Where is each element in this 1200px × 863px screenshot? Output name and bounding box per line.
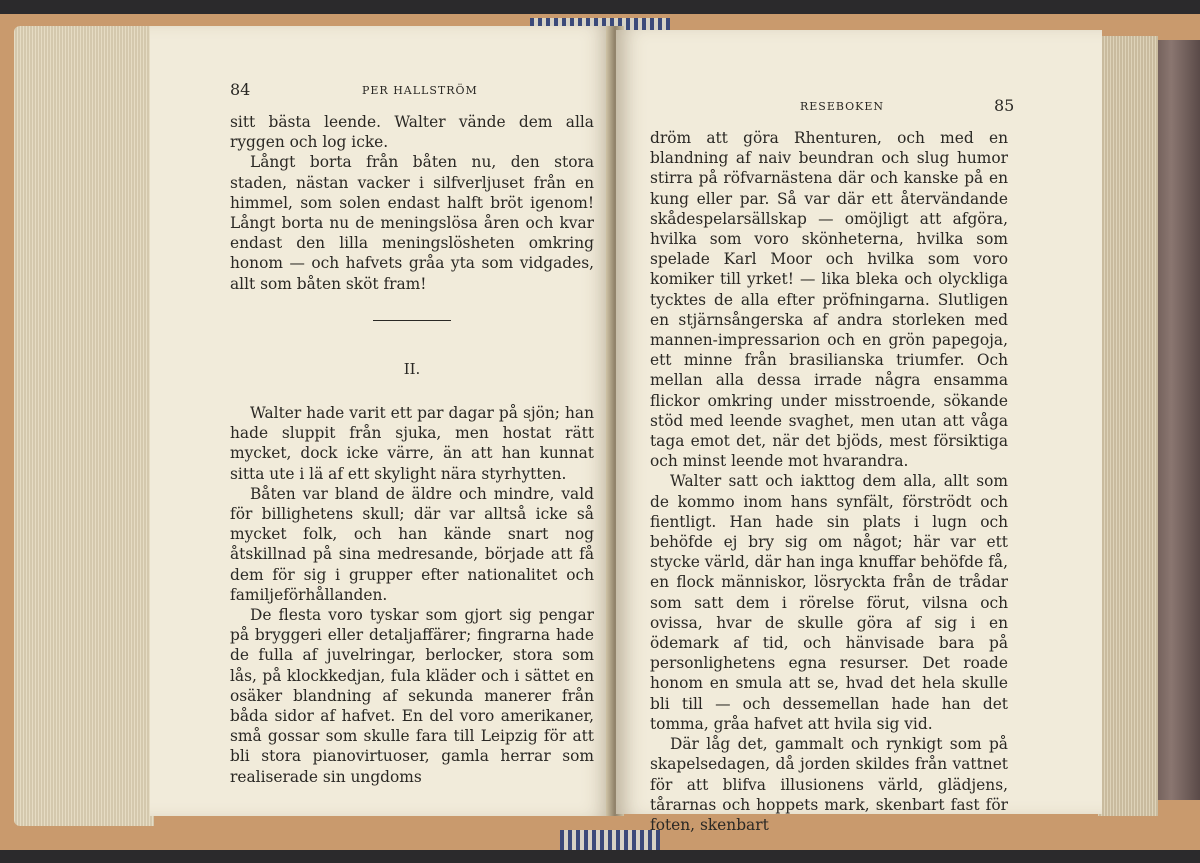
left-paragraph-5: De flesta voro tyskar som gjort sig pengar på bryggeri eller detaljaffärer; fingrarna hade de fulla af juvelringar, berlocker, stora som lås, på klockkedjan, fula kläder och i sättet en osäker blandning af sekunda manerer från båda sidor af hafvet. En del voro amerikaner, små gossar som skulle fara till Leipzig för att bli stora pianovirtuoser, gamla herrar som realiserade sin ungdoms bbox=[230, 606, 594, 786]
left-page-number: 84 bbox=[230, 80, 251, 99]
right-paragraph-3: Där låg det, gammalt och rynkigt som på skapelsedagen, då jorden skildes från vattnet för att blifva illusionens värld, glädjens, tårarnas och hoppets mark, skenbart fast för foten, skenbart bbox=[650, 735, 1008, 834]
right-running-head: RESEBOKEN bbox=[800, 100, 885, 113]
left-page-body bbox=[230, 112, 594, 787]
page-edges-right bbox=[1098, 36, 1158, 816]
left-paragraph-1: sitt bästa leende. Walter vände dem alla ryggen och log icke. bbox=[230, 113, 594, 152]
right-page-number: 85 bbox=[994, 96, 1015, 115]
right-paragraph-1: dröm att göra Rhenturen, och med en blandning af naiv beundran och slug humor stirra på röfvarnästena där och kanske på en kung eller par. Så var där ett återvändande skådespelarsällskap — omöjligt att afgöra, hvilka som voro skönheterna, hvilka som spelade Karl Moor och hvilka som voro komiker till yrket! — lika bleka och olyckliga tycktes de alla efter pröfningarna. Slutligen en stjärnsångerska af andra storleken med mannen-impressarion och en grön papegoja, ett minne från brasilianska triumfer. Och mellan alla dessa irrade några ensamma flickor omkring under misstroende, sökande stöd med leende svaghet, men utan att våga taga emot det, när det bjöds, mest försiktiga och minst leende mot hvarandra. bbox=[650, 129, 1008, 471]
right-page bbox=[616, 30, 1102, 834]
left-paragraph-2: Långt borta från båten nu, den stora staden, nästan vacker i silfverljuset från en himmel, som solen endast halft bröt igenom! Långt borta nu de meningslösa åren och kvar endast den lilla meningslösheten omkring honom — och hafvets gråa yta som vidgades, allt som båten sköt fram! bbox=[230, 153, 594, 293]
left-paragraph-4: Båten var bland de äldre och mindre, vald för billighetens skull; där var alltså icke så mycket folk, och han kände snart nog åtskillnad på sina medresande, började att få dem för sig i grupper efter nationalitet och familjeförhållanden. bbox=[230, 484, 594, 604]
page-edges-left bbox=[14, 26, 154, 826]
right-page-body bbox=[650, 128, 1008, 835]
spine-headband-bottom bbox=[560, 830, 660, 850]
right-paragraph-2: Walter satt och iakttog dem alla, allt som de kommo inom hans synfält, förströdt och fientligt. Han hade sin plats i lugn och behöfde ej bry sig om något; här var ett stycke värld, där han inga knuffar behöfde få, en flock människor, lösryckta från de trådar som satt dem i rörelse förut, vilsna och ovissa, hvar de skulle göra af sig i en ödemark af tid, och hänvisade bara på personlighetens egna resurser. Det roade honom en smula att se, hvad det hela skulle bli till — och dessemellan hade han det tomma, gråa hafvet att hvila sig vid. bbox=[650, 472, 1008, 733]
left-running-head: PER HALLSTRÖM bbox=[362, 84, 478, 97]
left-page bbox=[150, 26, 612, 816]
cover-cloth-right bbox=[1152, 40, 1200, 800]
section-divider bbox=[373, 320, 451, 321]
left-paragraph-3: Walter hade varit ett par dagar på sjön; han hade sluppit från sjuka, men hostat rätt mycket, dock icke värre, än att han kunnat sitta ute i lä af ett skylight nära styrhytten. bbox=[230, 404, 594, 483]
section-heading: II. bbox=[403, 359, 421, 378]
